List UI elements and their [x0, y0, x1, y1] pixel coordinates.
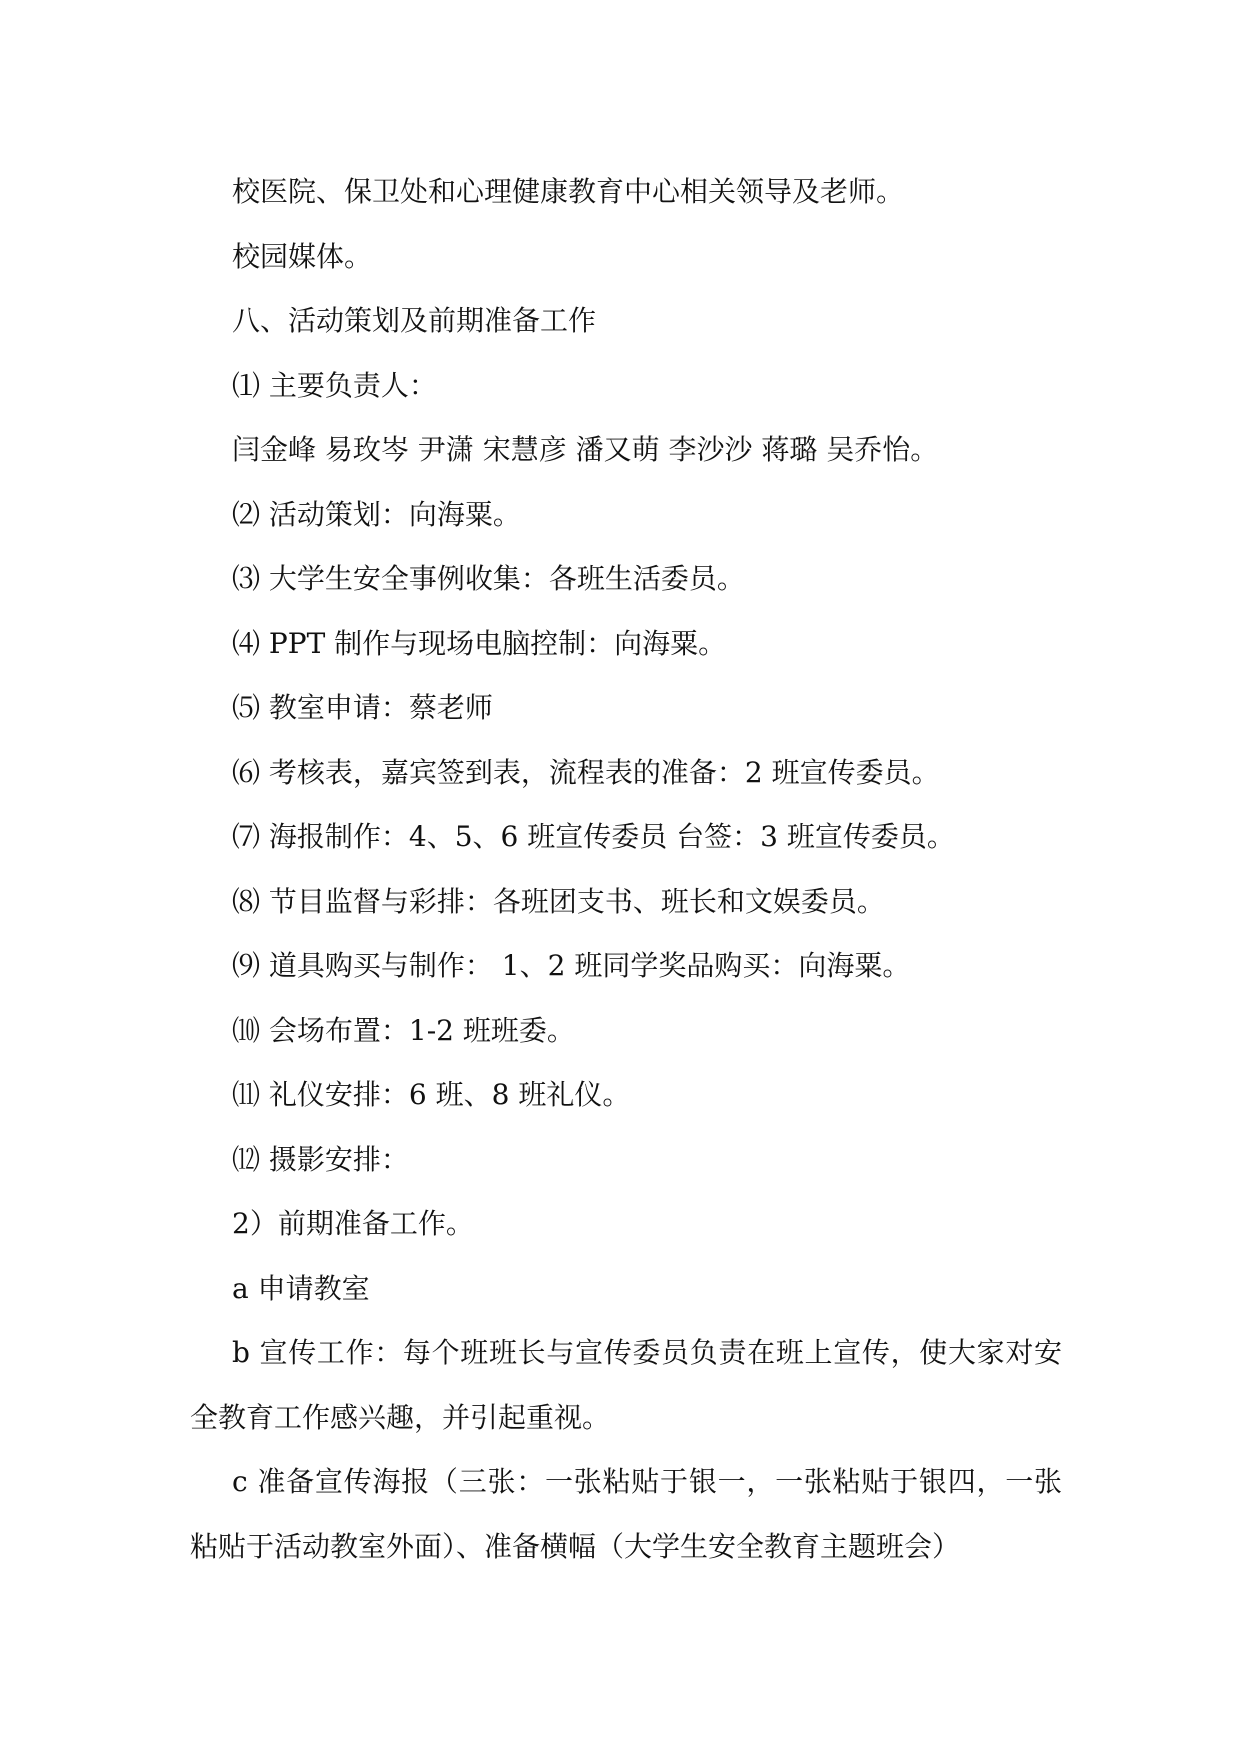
list-item-safety-case-collection: ⑶ 大学生安全事例收集：各班生活委员。	[232, 562, 745, 595]
subheading-preparation-work: 2）前期准备工作。	[232, 1207, 474, 1240]
list-item-ppt-production: ⑷ PPT 制作与现场电脑控制：向海粟。	[232, 626, 727, 660]
list-item-props-purchase: ⑼ 道具购买与制作： 1、2 班同学奖品购买：向海粟。	[232, 949, 911, 982]
list-item-venue-setup: ⑽ 会场布置：1-2 班班委。	[232, 1013, 575, 1047]
list-item-forms-preparation: ⑹ 考核表，嘉宾签到表，流程表的准备：2 班宣传委员。	[232, 755, 940, 789]
list-item-program-rehearsal: ⑻ 节目监督与彩排：各班团支书、班长和文娱委员。	[232, 884, 885, 918]
paragraph-attendees-media: 校园媒体。	[232, 239, 373, 273]
list-item-apply-classroom: a 申请教室	[232, 1271, 370, 1305]
section-heading-planning: 八、活动策划及前期准备工作	[232, 304, 597, 337]
paragraph-publicity-work: b 宣传工作：每个班班长与宣传委员负责在班上宣传，使大家对安全教育工作感兴趣，并引起重视。	[190, 1336, 1062, 1434]
paragraph-posters-banner: c 准备宣传海报（三张：一张粘贴于银一，一张粘贴于银四，一张粘贴于活动教室外面）、准备横幅（大学生安全教育主题班会）	[190, 1465, 1062, 1563]
list-item-main-leaders: ⑴ 主要负责人：	[232, 368, 437, 402]
paragraph-leader-names: 闫金峰 易玫岑 尹潇 宋慧彦 潘又萌 李沙沙 蒋璐 吴乔怡。	[232, 433, 939, 466]
list-item-classroom-request: ⑸ 教室申请：蔡老师	[232, 691, 493, 724]
list-item-activity-planning: ⑵ 活动策划：向海粟。	[232, 497, 521, 531]
list-item-etiquette: ⑾ 礼仪安排：6 班、8 班礼仪。	[232, 1078, 631, 1111]
paragraph-attendees-school-depts: 校医院、保卫处和心理健康教育中心相关领导及老师。	[232, 175, 905, 208]
list-item-photography: ⑿ 摄影安排：	[232, 1142, 409, 1176]
document-body	[190, 160, 1062, 1579]
list-item-poster-production: ⑺ 海报制作：4、5、6 班宣传委员 台签：3 班宣传委员。	[232, 820, 955, 853]
